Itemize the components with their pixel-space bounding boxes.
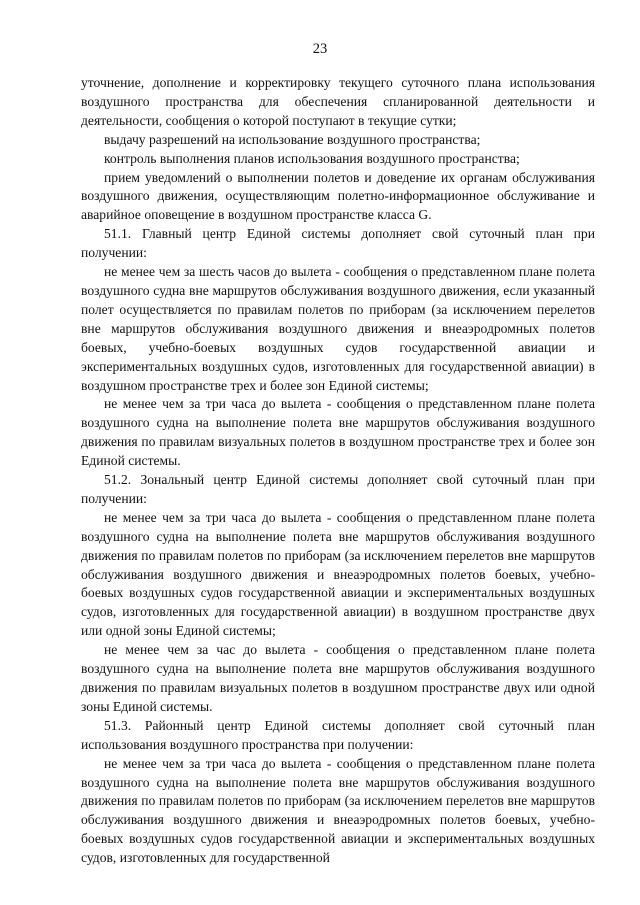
paragraph: 51.3. Районный центр Единой системы дополняет свой суточный план использования воздушного пространства при получении: [81, 717, 595, 752]
paragraph: не менее чем за шесть часов до вылета - сообщения о представленном плане полета воздушного судна вне маршрутов обслуживания воздушного движения, если указанный полет осуществляется по правилам полетов по приборам (за исключением перелетов вне маршрутов обслуживания воздушного движения и внеаэродромных полетов боевых, учебно-боевых воздушных судов государственной авиации и экспериментальных воздушных судов, изготовленных для государственной авиации) в воздушном пространстве трех и более зон Единой системы; [81, 264, 595, 393]
paragraph: не менее чем за три часа до вылета - сообщения о представленном плане полета воздушного судна на выполнение полета вне маршрутов обслуживания воздушного движения по правилам визуальных полетов в воздушном пространстве трех и более зон Единой системы. [81, 396, 595, 469]
paragraph: не менее чем за три часа до вылета - сообщения о представленном плане полета воздушного судна на выполнение полета вне маршрутов обслуживания воздушного движения по правилам полетов по приборам (за исключением перелетов вне маршрутов обслуживания воздушного движения и внеаэродромных полетов боевых, учебно-боевых воздушных судов государственной авиации и экспериментальных воздушных судов, изготовленных для государственной авиации) в воздушном пространстве двух или одной зоны Единой системы; [81, 509, 595, 639]
paragraph: контроль выполнения планов использования воздушного пространства; [104, 150, 520, 166]
paragraph: не менее чем за три часа до вылета - сообщения о представленном плане полета воздушного судна на выполнение полета вне маршрутов обслуживания воздушного движения по правилам полетов по приборам (за исключением перелетов вне маршрутов обслуживания воздушного движения и внеаэродромных полетов боевых, учебно-боевых воздушных судов государственной авиации и экспериментальных воздушных судов, изготовленных для государственной [81, 755, 595, 866]
paragraph: прием уведомлений о выполнении полетов и доведение их органам обслуживания воздушного движения, осуществляющим полетно-информационное обслуживание и аварийное оповещение в воздушном пространстве класса G. [81, 169, 595, 223]
document-body [81, 74, 595, 868]
paragraph: не менее чем за час до вылета - сообщения о представленном плане полета воздушного судна на выполнение полета вне маршрутов обслуживания воздушного движения по правилам визуальных полетов в воздушном пространстве двух или одной зоны Единой системы. [81, 642, 595, 714]
page-number: 23 [312, 41, 328, 57]
paragraph: уточнение, дополнение и корректировку текущего суточного плана использования воздушного пространства для обеспечения спланированной деятельности и деятельности, сообщения о которой поступают в текущие сутки; [81, 75, 595, 128]
paragraph: 51.1. Главный центр Единой системы дополняет свой суточный план при получении: [81, 226, 595, 261]
paragraph: выдачу разрешений на использование воздушного пространства; [104, 131, 481, 147]
paragraph: 51.2. Зональный центр Единой системы дополняет свой суточный план при получении: [81, 472, 595, 506]
